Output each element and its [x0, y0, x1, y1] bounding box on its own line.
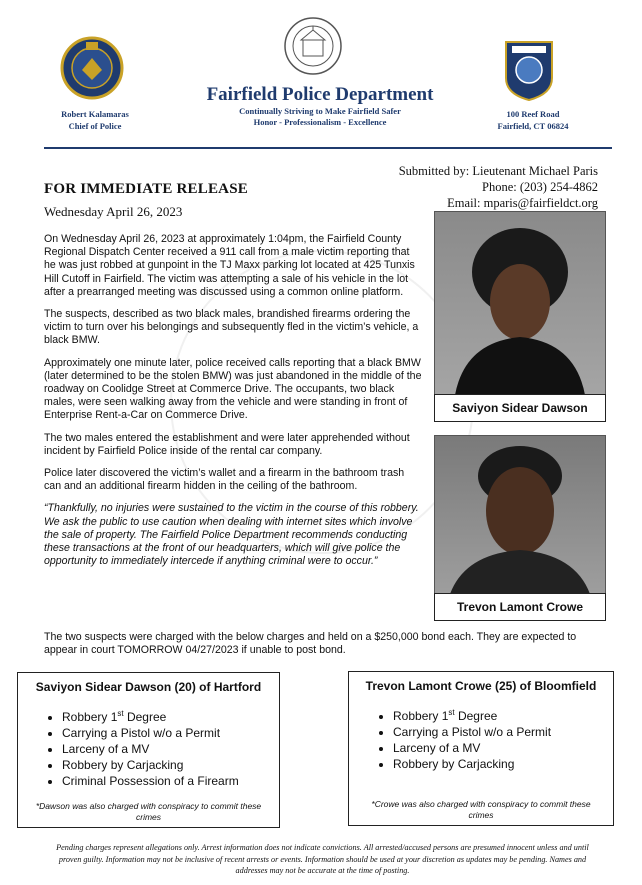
legal-disclaimer: Pending charges represent allegations only. Arrest information does not indicate convictions. All arrested/accused persons are presumed innocent unless and until proven guilty. Information may not be inclusive of recent arrests or events. Information should be used at your discretion as updates may be pending. Names and addresses may not be accurate at the time of posting.: [56, 843, 589, 875]
article-body: [44, 233, 422, 577]
charge-item: • Criminal Possession of a Firearm: [62, 773, 279, 789]
charge-item: • Carrying a Pistol w/o a Permit: [393, 724, 613, 740]
paragraph: Approximately one minute later, police received calls reporting that a black BMW (later determined to be the stolen BMW) was just abandoned in the middle of the roadway on Coolidge Street at Commerce Drive. The occupants, two black males, were seen walking away from the vehicle and were standing in front of Enterprise Rent-a-Car on Commerce Drive.: [44, 356, 422, 422]
charge-item: • Larceny of a MV: [62, 741, 279, 757]
chief-title: Chief of Police: [68, 121, 122, 131]
contact-block: [338, 163, 598, 211]
quote-paragraph: “Thankfully, no injuries were sustained to the victim in the course of this robbery. We ask the public to use caution when dealing with internet sites which involve the sale of property. The Fairfield Police Department recommends conducting these transactions at the front of our headquarters, which will give police the opportunity to immediately intercede if anything criminal were to occur.”: [44, 502, 419, 568]
charge-item: • Robbery 1st Degree: [62, 706, 279, 725]
tagline-block: [170, 106, 470, 128]
address-line-1: 100 Reef Road: [506, 109, 560, 119]
mugshot-crowe: [434, 435, 606, 595]
charges-list: [18, 706, 279, 789]
charge-item: • Carrying a Pistol w/o a Permit: [62, 725, 279, 741]
submitted-by: Submitted by: Lieutenant Michael Paris: [398, 164, 598, 178]
charge-item: • Robbery 1st Degree: [393, 705, 613, 724]
address-line-2: Fairfield, CT 06824: [497, 121, 569, 131]
paragraph: The two males entered the establishment and were later apprehended without incident by Fairfield Police inside of the rental car company.: [44, 431, 410, 457]
town-seal-icon: [283, 16, 343, 76]
police-patch-icon: [500, 38, 558, 102]
paragraph: On Wednesday April 26, 2023 at approximately 1:04pm, the Fairfield County Regional Dispatch Center received a 911 call from a male victim reporting that he was just robbed at gunpoint in the TJ Maxx parking lot located at 425 Tunxis Hill Cutoff in Fairfield. The victim was attempting a sale of his vehicle in the lot after a prearranged meeting was discussed using a common online platform.: [44, 233, 415, 298]
department-title: Fairfield Police Department: [206, 84, 434, 105]
charges-list: [349, 705, 613, 772]
caption-dawson: Saviyon Sidear Dawson: [434, 394, 606, 422]
tagline-2: Honor - Professionalism - Excellence: [253, 117, 387, 127]
charge-item: • Larceny of a MV: [393, 740, 613, 756]
caption-crowe: Trevon Lamont Crowe: [434, 593, 606, 621]
paragraph: Police later discovered the victim’s wallet and a firearm in the bathroom trash can and an additional firearm hidden in the ceiling of the bathroom.: [44, 467, 405, 493]
charges-box-dawson: [17, 672, 280, 828]
chief-block: [40, 108, 150, 132]
address-block: [478, 108, 588, 132]
paragraph: The suspects, described as two black males, brandished firearms ordering the victim to turn over his belongings and subsequently fled in the victim’s vehicle, a black BMW.: [44, 308, 419, 347]
charge-item: • Robbery by Carjacking: [62, 757, 279, 773]
release-date: Wednesday April 26, 2023: [44, 204, 183, 219]
charges-box-crowe: [348, 671, 614, 826]
suspect-heading: Trevon Lamont Crowe (25) of Bloomfield: [365, 679, 597, 693]
contact-phone: Phone: (203) 254-4862: [482, 180, 598, 194]
charge-item: • Robbery by Carjacking: [393, 756, 613, 772]
tagline-1: Continually Striving to Make Fairfield Safer: [239, 106, 401, 116]
conspiracy-note: *Crowe was also charged with conspiracy to commit these crimes: [371, 799, 591, 820]
fbi-na-badge-icon: [60, 36, 124, 100]
conspiracy-note: *Dawson was also charged with conspiracy to commit these crimes: [35, 801, 262, 822]
mugshot-dawson: [434, 211, 606, 396]
chief-name: Robert Kalamaras: [61, 109, 129, 119]
suspect-heading: Saviyon Sidear Dawson (20) of Hartford: [35, 680, 262, 694]
release-heading: FOR IMMEDIATE RELEASE: [44, 181, 248, 197]
header-divider: [44, 147, 612, 149]
contact-email[interactable]: Email: mparis@fairfieldct.org: [447, 196, 598, 210]
charges-intro: The two suspects were charged with the below charges and held on a $250,000 bond each. They are expected to appear in court TOMORROW 04/27/2023 if unable to post bond.: [44, 631, 577, 657]
